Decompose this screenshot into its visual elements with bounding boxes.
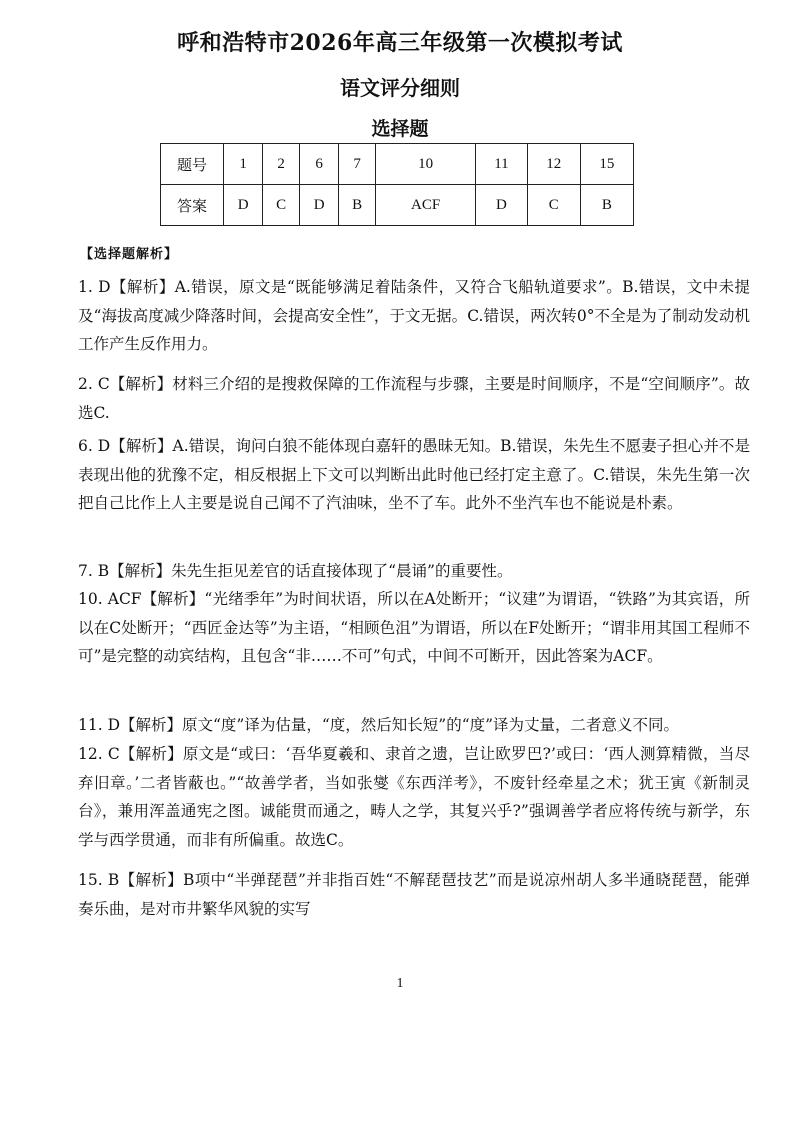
analysis-item-1: 1. D【解析】A.错误，原文是“既能够满足着陆条件，又符合飞船轨道要求”。B.错误，文中未提及“海拔高度减少降落时间，会提高安全性”，于文无据。C.错误，两次转0°不全是为了制动发动机工作产生反作用力。	[78, 278, 750, 353]
answer-value: D	[224, 185, 263, 226]
analysis-heading: 【选择题解析】	[80, 247, 179, 262]
exam-subtitle: 语文评分细则	[340, 76, 460, 100]
question-number: 7	[339, 144, 376, 185]
answer-value: B	[580, 185, 633, 226]
answer-value: D	[476, 185, 527, 226]
analysis-item-11: 11. D【解析】原文“度”译为估量，“度，然后知长短”的“度”译为丈量，二者意义不同。	[78, 716, 680, 734]
analysis-item-6: 6. D【解析】A.错误，询问白狼不能体现白嘉轩的愚昧无知。B.错误，朱先生不愿妻子担心并不是表现出他的犹豫不定，相反根据上下文可以判断出此时他已经打定主意了。C.错误，朱先生第一次把自己比作上人主要是说自己闻不了汽油味，坐不了车。此外不坐汽车也不能说是朴素。	[78, 437, 750, 512]
answer-value: B	[339, 185, 376, 226]
question-number: 2	[263, 144, 300, 185]
analysis-item-2: 2. C【解析】材料三介绍的是搜救保障的工作流程与步骤，主要是时间顺序，不是“空间顺序”。故选C.	[78, 375, 750, 422]
question-number: 15	[580, 144, 633, 185]
answer-row	[161, 185, 634, 226]
analysis-item-12: 12. C【解析】原文是“或曰：‘吾华夏羲和、隶首之遗，岂让欧罗巴?’或曰：‘西人测算精微，当尽弃旧章。’二者皆蔽也。”“故善学者，当如张燮《东西洋考》，不废针经牵星之术；犹王寅《新制灵台》，兼用浑盖通宪之图。诚能贯而通之，畴人之学，其复兴乎?”强调善学者应将传统与新学，东学与西学贯通，而非有所偏重。故选C。	[78, 745, 750, 849]
answer-value: ACF	[375, 185, 475, 226]
answer-value: D	[299, 185, 338, 226]
answer-table	[160, 143, 634, 226]
page-number: 1	[396, 976, 404, 991]
question-number: 10	[375, 144, 475, 185]
question-row	[161, 144, 634, 185]
analysis-item-7: 7. B【解析】朱先生拒见差官的话直接体现了“晨诵”的重要性。	[78, 562, 513, 580]
exam-title: 呼和浩特市2026年高三年级第一次模拟考试	[177, 30, 623, 56]
section-title: 选择题	[371, 118, 429, 140]
row-label-answer: 答案	[161, 185, 224, 226]
answer-value: C	[263, 185, 300, 226]
analysis-item-10: 10. ACF【解析】“光绪季年”为时间状语，所以在A处断开；“议建”为谓语，“铁路”为其宾语，所以在C处断开；“西匠金达等”为主语，“相顾色沮”为谓语，所以在F处断开；“谓非用其国工程师不可”是完整的动宾结构，且包含“非……不可”句式，中间不可断开，因此答案为ACF。	[78, 590, 750, 665]
question-number: 1	[224, 144, 263, 185]
answer-value: C	[527, 185, 580, 226]
question-number: 6	[299, 144, 338, 185]
analysis-item-15: 15. B【解析】B项中“半弹琵琶”并非指百姓“不解琵琶技艺”而是说凉州胡人多半通晓琵琶，能弹奏乐曲，是对市井繁华风貌的实写	[78, 871, 750, 918]
row-label-question: 题号	[161, 144, 224, 185]
question-number: 11	[476, 144, 527, 185]
question-number: 12	[527, 144, 580, 185]
